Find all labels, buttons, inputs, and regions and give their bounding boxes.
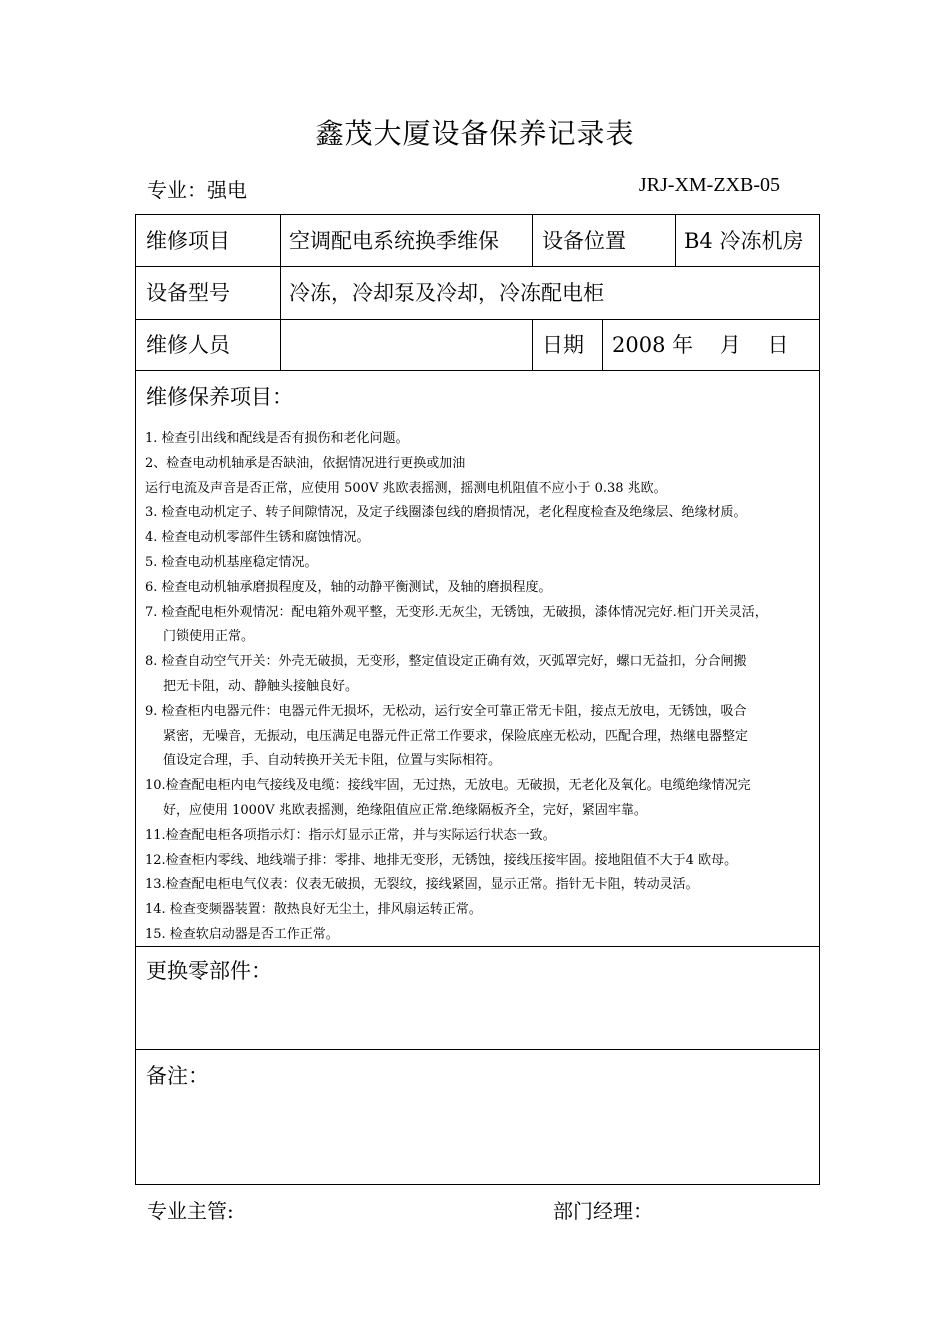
repair-item-label: 维修项目: [146, 229, 230, 253]
date-label: 日期: [542, 333, 584, 357]
col-divider: [602, 319, 603, 370]
list-item: 7. 检查配电柜外观情况：配电箱外观平整，无变形.无灰尘，无锈蚀，无破损，漆体情况完好.柜门开关灵活，: [145, 604, 768, 620]
parts-heading: 更换零部件：: [146, 959, 272, 983]
list-item: 5. 检查电动机基座稳定情况。: [145, 554, 318, 570]
list-item: 运行电流及声音是否正常，应使用 500V 兆欧表摇测，摇测电机阻值不应小于 0.38 兆欧。: [145, 480, 667, 496]
list-item: 9. 检查柜内电器元件：电器元件无损坏，无松动，运行安全可靠正常无卡阻，接点无放电，无锈蚀，吸合: [145, 703, 747, 719]
row-divider: [136, 370, 819, 371]
maintenance-item-list: [145, 427, 815, 948]
row-divider: [136, 266, 819, 267]
col-divider: [532, 319, 533, 370]
location-label: 设备位置: [542, 229, 626, 253]
list-item: 12.检查柜内零线、地线端子排：零排、地排无变形，无锈蚀，接线压接牢固。接地阻值不大于4 欧母。: [145, 852, 738, 868]
list-item: 门锁使用正常。: [163, 629, 255, 645]
list-item: 值设定合理，手、自动转换开关无卡阻，位置与实际相符。: [163, 753, 502, 769]
manager-label: 部门经理：: [553, 1199, 653, 1223]
list-item: 4. 检查电动机零部件生锈和腐蚀情况。: [145, 530, 370, 546]
col-divider: [280, 266, 281, 319]
repair-item-value: 空调配电系统换季维保: [289, 229, 499, 253]
list-item: 好，应使用 1000V 兆欧表摇测，绝缘阻值应正常.绝缘隔板齐全，完好，紧固牢靠。: [163, 802, 647, 818]
date-value: 2008 年 月 日: [612, 333, 789, 357]
list-item: 1. 检查引出线和配线是否有损伤和老化问题。: [145, 431, 409, 446]
list-item: 紧密，无噪音，无振动，电压满足电器元件正常工作要求，保险底座无松动，匹配合理，热继电器整定: [163, 728, 749, 744]
list-item: 6. 检查电动机轴承磨损程度及，轴的动静平衡测试，及轴的磨损程度。: [145, 579, 552, 595]
list-item: 11.检查配电柜各项指示灯：指示灯显示正常，并与实际运行状态一致。: [145, 827, 556, 843]
list-item: 3. 检查电动机定子、转子间隙情况，及定子线圈漆包线的磨损情况，老化程度检查及绝缘层、绝缘材质。: [145, 505, 747, 521]
model-value: 冷冻，冷却泵及冷却，冷冻配电柜: [289, 281, 604, 305]
model-label: 设备型号: [146, 281, 230, 305]
personnel-label: 维修人员: [146, 333, 230, 357]
list-item: 8. 检查自动空气开关：外壳无破损，无变形，整定值设定正确有效，灭弧罩完好，螺口无益扣，分合闸搬: [145, 654, 747, 670]
list-item: 14. 检查变频器装置：散热良好无尘土，排风扇运转正常。: [145, 902, 482, 918]
row-divider: [136, 319, 819, 320]
list-item: 把无卡阻，动、静触头接触良好。: [163, 678, 359, 694]
col-divider: [280, 319, 281, 370]
list-item: 13.检查配电柜电气仪表：仪表无破损，无裂纹，接线紧固，显示正常。指针无卡阻，转动灵活。: [145, 877, 699, 893]
list-item: 10.检查配电柜内电气接线及电缆：接线牢固，无过热，无放电。无破损，无老化及氧化。电缆绝缘情况完: [145, 778, 751, 794]
form-code: JRJ-XM-ZXB-05: [638, 174, 780, 196]
list-item: 15. 检查软启动器是否工作正常。: [145, 926, 339, 942]
section-divider: [136, 1049, 819, 1050]
col-divider: [675, 215, 676, 266]
location-value: B4 冷冻机房: [684, 229, 804, 253]
supervisor-label: 专业主管:: [147, 1199, 234, 1223]
page-title: 鑫茂大厦设备保养记录表: [315, 117, 635, 150]
col-divider: [532, 215, 533, 266]
list-item: 2、检查电动机轴承是否缺油，依据情况进行更换或加油: [145, 455, 466, 471]
col-divider: [280, 215, 281, 266]
remarks-heading: 备注：: [146, 1064, 209, 1088]
maintenance-form: [135, 214, 820, 1185]
maintenance-heading: 维修保养项目：: [146, 385, 293, 409]
specialty-label: 专业：强电: [147, 178, 247, 202]
